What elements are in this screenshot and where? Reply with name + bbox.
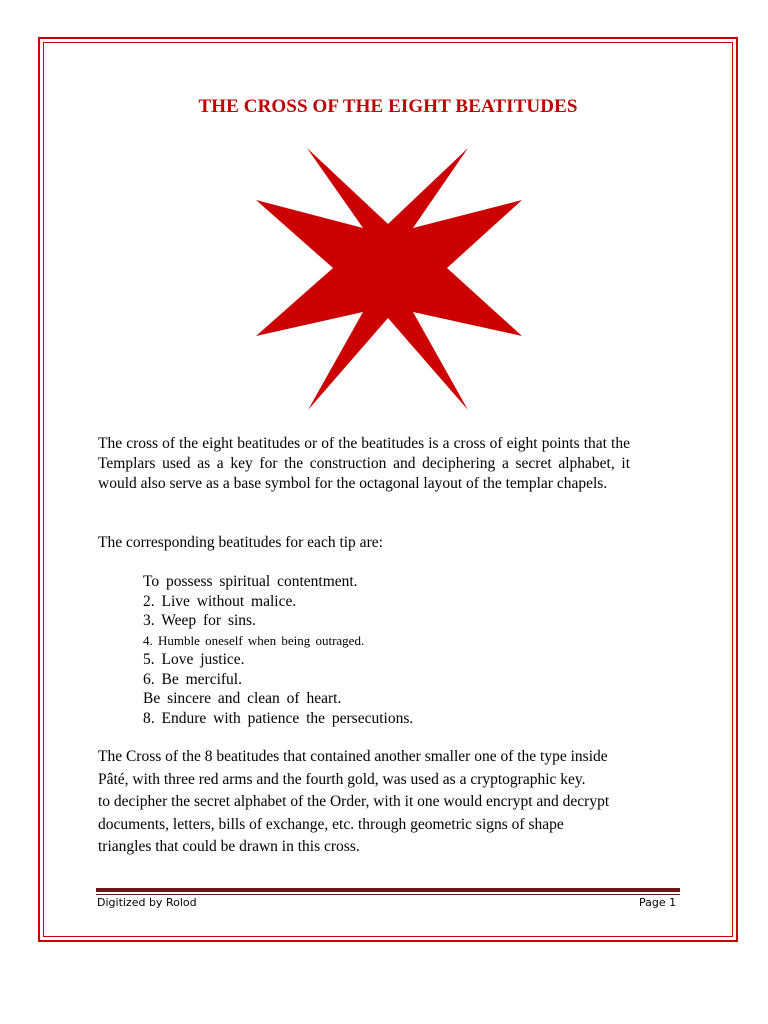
page-number: Page 1	[639, 896, 677, 909]
page-title: THE CROSS OF THE EIGHT BEATITUDES	[198, 96, 578, 117]
beatitudes-list	[143, 572, 413, 728]
list-item: 3. Weep for sins.	[143, 612, 256, 629]
eight-pointed-cross-icon	[254, 146, 524, 410]
paragraph-line: Pâté, with three red arms and the fourth gold, was used as a cryptographic key.	[98, 770, 586, 788]
paragraph-line: to decipher the secret alphabet of the Order, with it one would encrypt and decrypt	[98, 793, 610, 810]
footer-credit: Digitized by Rolod	[97, 896, 197, 909]
list-item: To possess spiritual contentment.	[143, 573, 358, 590]
paragraph-line: The Cross of the 8 beatitudes that contained another smaller one of the type inside	[98, 748, 608, 765]
intro-paragraph: The cross of the eight beatitudes or of the beatitudes is a cross of eight points that the Templars used as a key for the construction and deciphering a secret alphabet, it would also serve as a base symbol for the octagonal layout of the templar chapels.	[98, 435, 630, 492]
list-item: 8. Endure with patience the persecutions.	[143, 709, 414, 727]
list-item: 2. Live without malice.	[143, 592, 297, 610]
list-item: 6. Be merciful.	[143, 670, 242, 688]
footer-divider-thin	[96, 894, 680, 895]
cryptographic-paragraph	[98, 746, 609, 859]
list-item: 4. Humble oneself when being outraged.	[143, 632, 365, 648]
list-item: 5. Love justice.	[143, 651, 245, 668]
paragraph-line: triangles that could be drawn in this cross.	[98, 838, 360, 855]
paragraph-line: documents, letters, bills of exchange, etc. through geometric signs of shape	[98, 815, 564, 833]
beatitudes-intro: The corresponding beatitudes for each tip are:	[98, 534, 383, 551]
footer-divider	[96, 888, 680, 892]
list-item: Be sincere and clean of heart.	[143, 690, 342, 707]
